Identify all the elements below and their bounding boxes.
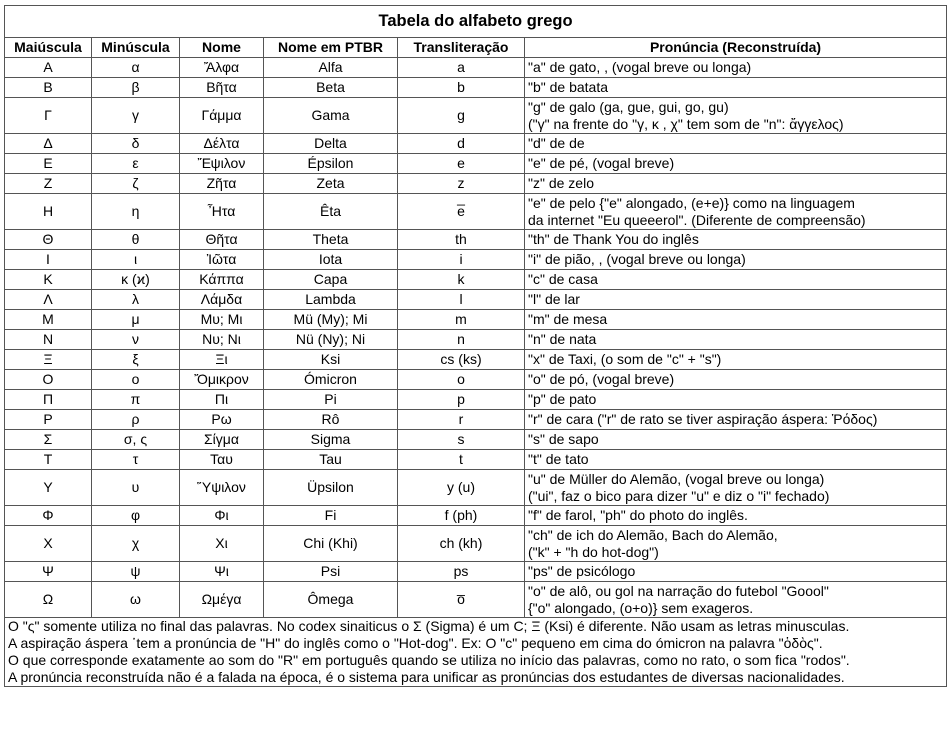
header-lowercase: Minúscula: [92, 38, 180, 58]
pronunciation-line: "c" de casa: [528, 271, 598, 287]
transliteration: ps: [398, 562, 525, 582]
note-line: A aspiração áspera ῾tem a pronúncia de "H" do inglês como o "Hot-dog". Ex: O "c" pequeno em cima do ómicron na palavra "ὁδὸς".: [8, 635, 823, 651]
transliteration: p: [398, 390, 525, 410]
pronunciation: [525, 154, 947, 174]
greek-name: Ὕψιλον: [180, 470, 264, 506]
transliteration: i: [398, 250, 525, 270]
transliteration: r: [398, 410, 525, 430]
uppercase-letter: Δ: [5, 134, 92, 154]
greek-name: Χι: [180, 526, 264, 562]
lowercase-letter: ξ: [92, 350, 180, 370]
lowercase-letter: τ: [92, 450, 180, 470]
portuguese-name: Gama: [264, 98, 398, 134]
table-row: [5, 174, 947, 194]
pronunciation-line: "e" de pelo {"e" alongado, (e+e)} como na linguagem: [528, 194, 855, 211]
transliteration: g: [398, 98, 525, 134]
lowercase-letter: β: [92, 78, 180, 98]
greek-alphabet-table: [4, 5, 947, 687]
uppercase-letter: Β: [5, 78, 92, 98]
uppercase-letter: Π: [5, 390, 92, 410]
pronunciation-line: ("k" + "h do hot-dog"): [528, 543, 659, 560]
pronunciation: [525, 310, 947, 330]
portuguese-name: Lambda: [264, 290, 398, 310]
pronunciation-line: "l" de lar: [528, 291, 580, 307]
uppercase-letter: Θ: [5, 230, 92, 250]
transliteration: th: [398, 230, 525, 250]
table-row: [5, 390, 947, 410]
portuguese-name: Nü (Ny); Ni: [264, 330, 398, 350]
uppercase-letter: Ψ: [5, 562, 92, 582]
uppercase-letter: Υ: [5, 470, 92, 506]
lowercase-letter: ω: [92, 582, 180, 618]
pronunciation-line: "a" de gato, , (vogal breve ou longa): [528, 59, 752, 75]
header-pronunciation: Pronúncia (Reconstruída): [525, 38, 947, 58]
lowercase-letter: ο: [92, 370, 180, 390]
pronunciation-line: "d" de de: [528, 135, 585, 151]
header-uppercase: Maiúscula: [5, 38, 92, 58]
header-name: Nome: [180, 38, 264, 58]
pronunciation-line: "f" de farol, "ph" do photo do inglês.: [528, 507, 748, 523]
table-row: [5, 230, 947, 250]
pronunciation: [525, 506, 947, 526]
greek-name: Βῆτα: [180, 78, 264, 98]
lowercase-letter: φ: [92, 506, 180, 526]
pronunciation-line: "r" de cara ("r" de rato se tiver aspiração áspera: Ῥόδος): [528, 411, 878, 427]
pronunciation-line: "b" de batata: [528, 79, 609, 95]
greek-name: Ψι: [180, 562, 264, 582]
table-row: [5, 270, 947, 290]
pronunciation-line: "i" de pião, , (vogal breve ou longa): [528, 251, 746, 267]
portuguese-name: Ómicron: [264, 370, 398, 390]
table-row: [5, 134, 947, 154]
uppercase-letter: Φ: [5, 506, 92, 526]
lowercase-letter: λ: [92, 290, 180, 310]
greek-name: Ξι: [180, 350, 264, 370]
table-row: [5, 98, 947, 134]
table-row: [5, 506, 947, 526]
greek-name: Ταυ: [180, 450, 264, 470]
greek-name: Γάμμα: [180, 98, 264, 134]
pronunciation: [525, 430, 947, 450]
portuguese-name: Tau: [264, 450, 398, 470]
uppercase-letter: Ο: [5, 370, 92, 390]
table-body: [5, 58, 947, 618]
table-row: [5, 290, 947, 310]
header-name-ptbr: Nome em PTBR: [264, 38, 398, 58]
transliteration: a: [398, 58, 525, 78]
table-row: [5, 450, 947, 470]
table-row: [5, 78, 947, 98]
greek-name: Ἰῶτα: [180, 250, 264, 270]
pronunciation-line: "th" de Thank You do inglês: [528, 231, 699, 247]
portuguese-name: Zeta: [264, 174, 398, 194]
greek-name: Ζῆτα: [180, 174, 264, 194]
pronunciation-line: "s" de sapo: [528, 431, 599, 447]
uppercase-letter: Ε: [5, 154, 92, 174]
table-row: [5, 430, 947, 450]
uppercase-letter: Γ: [5, 98, 92, 134]
pronunciation: [525, 390, 947, 410]
table-row: [5, 154, 947, 174]
table-title: Tabela do alfabeto grego: [5, 6, 947, 38]
pronunciation: [525, 250, 947, 270]
uppercase-letter: Ρ: [5, 410, 92, 430]
pronunciation-line: "ch" de ich do Alemão, Bach do Alemão,: [528, 526, 778, 543]
pronunciation-line: "ps" de psicólogo: [528, 563, 636, 579]
pronunciation: [525, 98, 947, 134]
portuguese-name: Alfa: [264, 58, 398, 78]
pronunciation-line: ("ui", faz o bico para dizer "u" e diz o "i" fechado): [528, 487, 830, 504]
lowercase-letter: μ: [92, 310, 180, 330]
transliteration: f (ph): [398, 506, 525, 526]
portuguese-name: Psi: [264, 562, 398, 582]
greek-name: Ἦτα: [180, 194, 264, 230]
pronunciation: [525, 58, 947, 78]
table-row: [5, 470, 947, 506]
pronunciation: [525, 450, 947, 470]
header-row: [5, 38, 947, 58]
table-row: [5, 250, 947, 270]
transliteration: e̅: [398, 194, 525, 230]
transliteration: s: [398, 430, 525, 450]
pronunciation: [525, 526, 947, 562]
pronunciation-line: da internet "Eu queeerol". (Diferente de compreensão): [528, 211, 866, 228]
pronunciation: [525, 330, 947, 350]
portuguese-name: Épsilon: [264, 154, 398, 174]
transliteration: y (u): [398, 470, 525, 506]
uppercase-letter: Λ: [5, 290, 92, 310]
pronunciation-line: "t" de tato: [528, 451, 589, 467]
header-transliteration: Transliteração: [398, 38, 525, 58]
lowercase-letter: α: [92, 58, 180, 78]
pronunciation: [525, 410, 947, 430]
greek-name: Ἔψιλον: [180, 154, 264, 174]
pronunciation: [525, 194, 947, 230]
uppercase-letter: Σ: [5, 430, 92, 450]
greek-alphabet-table-container: [4, 5, 946, 687]
portuguese-name: Chi (Khi): [264, 526, 398, 562]
portuguese-name: Êta: [264, 194, 398, 230]
uppercase-letter: Α: [5, 58, 92, 78]
uppercase-letter: Ω: [5, 582, 92, 618]
table-row: [5, 370, 947, 390]
pronunciation: [525, 290, 947, 310]
greek-name: Ὄμικρον: [180, 370, 264, 390]
lowercase-letter: υ: [92, 470, 180, 506]
greek-name: Ρω: [180, 410, 264, 430]
lowercase-letter: ρ: [92, 410, 180, 430]
table-row: [5, 410, 947, 430]
note-line: A pronúncia reconstruída não é a falada na época, é o sistema para unificar as pronúncias dos estudantes de diversas nacionalidades.: [8, 669, 845, 685]
pronunciation-line: "n" de nata: [528, 331, 597, 347]
pronunciation-line: {"o" alongado, (o+o)} sem exageros.: [528, 599, 754, 616]
transliteration: o: [398, 370, 525, 390]
transliteration: b: [398, 78, 525, 98]
note-line: O que corresponde exatamente ao som do "R" em português quando se utiliza no início das palavras, como no rato, o som fica "rodos".: [8, 652, 850, 668]
portuguese-name: Üpsilon: [264, 470, 398, 506]
transliteration: t: [398, 450, 525, 470]
portuguese-name: Ômega: [264, 582, 398, 618]
table-row: [5, 350, 947, 370]
transliteration: z: [398, 174, 525, 194]
pronunciation: [525, 470, 947, 506]
table-row: [5, 526, 947, 562]
lowercase-letter: ζ: [92, 174, 180, 194]
lowercase-letter: ε: [92, 154, 180, 174]
table-row: [5, 310, 947, 330]
lowercase-letter: π: [92, 390, 180, 410]
pronunciation-line: "u" de Müller do Alemão, (vogal breve ou longa): [528, 470, 825, 487]
transliteration: n: [398, 330, 525, 350]
uppercase-letter: Ξ: [5, 350, 92, 370]
table-row: [5, 194, 947, 230]
lowercase-letter: γ: [92, 98, 180, 134]
portuguese-name: Theta: [264, 230, 398, 250]
transliteration: k: [398, 270, 525, 290]
pronunciation: [525, 270, 947, 290]
notes-cell: [5, 618, 947, 687]
pronunciation: [525, 370, 947, 390]
pronunciation: [525, 350, 947, 370]
portuguese-name: Delta: [264, 134, 398, 154]
uppercase-letter: Ι: [5, 250, 92, 270]
uppercase-letter: Ν: [5, 330, 92, 350]
uppercase-letter: Τ: [5, 450, 92, 470]
portuguese-name: Ksi: [264, 350, 398, 370]
lowercase-letter: ι: [92, 250, 180, 270]
table-row: [5, 562, 947, 582]
lowercase-letter: δ: [92, 134, 180, 154]
uppercase-letter: Χ: [5, 526, 92, 562]
lowercase-letter: ψ: [92, 562, 180, 582]
uppercase-letter: Η: [5, 194, 92, 230]
greek-name: Σίγμα: [180, 430, 264, 450]
pronunciation: [525, 174, 947, 194]
greek-name: Ωμέγα: [180, 582, 264, 618]
pronunciation: [525, 134, 947, 154]
transliteration: d: [398, 134, 525, 154]
transliteration: ch (kh): [398, 526, 525, 562]
portuguese-name: Pi: [264, 390, 398, 410]
portuguese-name: Fi: [264, 506, 398, 526]
uppercase-letter: Κ: [5, 270, 92, 290]
note-line: O "ς" somente utiliza no final das palavras. No codex sinaiticus o Σ (Sigma) é um C; Ξ (Ksi) é diferente. Não usam as letras minusculas.: [8, 618, 850, 634]
lowercase-letter: κ (ϰ): [92, 270, 180, 290]
pronunciation-line: "z" de zelo: [528, 175, 594, 191]
greek-name: Μυ; Μι: [180, 310, 264, 330]
portuguese-name: Iota: [264, 250, 398, 270]
transliteration: o̅: [398, 582, 525, 618]
pronunciation-line: "p" de pato: [528, 391, 597, 407]
lowercase-letter: η: [92, 194, 180, 230]
lowercase-letter: χ: [92, 526, 180, 562]
greek-name: Ἄλφα: [180, 58, 264, 78]
transliteration: cs (ks): [398, 350, 525, 370]
table-row: [5, 58, 947, 78]
portuguese-name: Rô: [264, 410, 398, 430]
greek-name: Νυ; Νι: [180, 330, 264, 350]
uppercase-letter: Ζ: [5, 174, 92, 194]
transliteration: e: [398, 154, 525, 174]
portuguese-name: Sigma: [264, 430, 398, 450]
uppercase-letter: Μ: [5, 310, 92, 330]
transliteration: m: [398, 310, 525, 330]
portuguese-name: Beta: [264, 78, 398, 98]
pronunciation-line: ("γ" na frente do "γ, κ , χ" tem som de "n": ἄγγελος): [528, 115, 844, 132]
lowercase-letter: θ: [92, 230, 180, 250]
table-row: [5, 330, 947, 350]
portuguese-name: Capa: [264, 270, 398, 290]
table-row: [5, 582, 947, 618]
pronunciation-line: "x" de Taxi, (o som de "c" + "s"): [528, 351, 722, 367]
pronunciation-line: "o" de pó, (vogal breve): [528, 371, 675, 387]
greek-name: Πι: [180, 390, 264, 410]
pronunciation-line: "e" de pé, (vogal breve): [528, 155, 675, 171]
greek-name: Κάππα: [180, 270, 264, 290]
portuguese-name: Mü (My); Mi: [264, 310, 398, 330]
pronunciation-line: "g" de galo (ga, gue, gui, go, gu): [528, 98, 729, 115]
pronunciation-line: "o" de alô, ou gol na narração do futebol "Goool": [528, 582, 829, 599]
greek-name: Φι: [180, 506, 264, 526]
lowercase-letter: ν: [92, 330, 180, 350]
pronunciation: [525, 78, 947, 98]
lowercase-letter: σ, ς: [92, 430, 180, 450]
pronunciation: [525, 582, 947, 618]
greek-name: Λάμδα: [180, 290, 264, 310]
transliteration: l: [398, 290, 525, 310]
greek-name: Δέλτα: [180, 134, 264, 154]
pronunciation-line: "m" de mesa: [528, 311, 608, 327]
greek-name: Θῆτα: [180, 230, 264, 250]
pronunciation: [525, 562, 947, 582]
pronunciation: [525, 230, 947, 250]
